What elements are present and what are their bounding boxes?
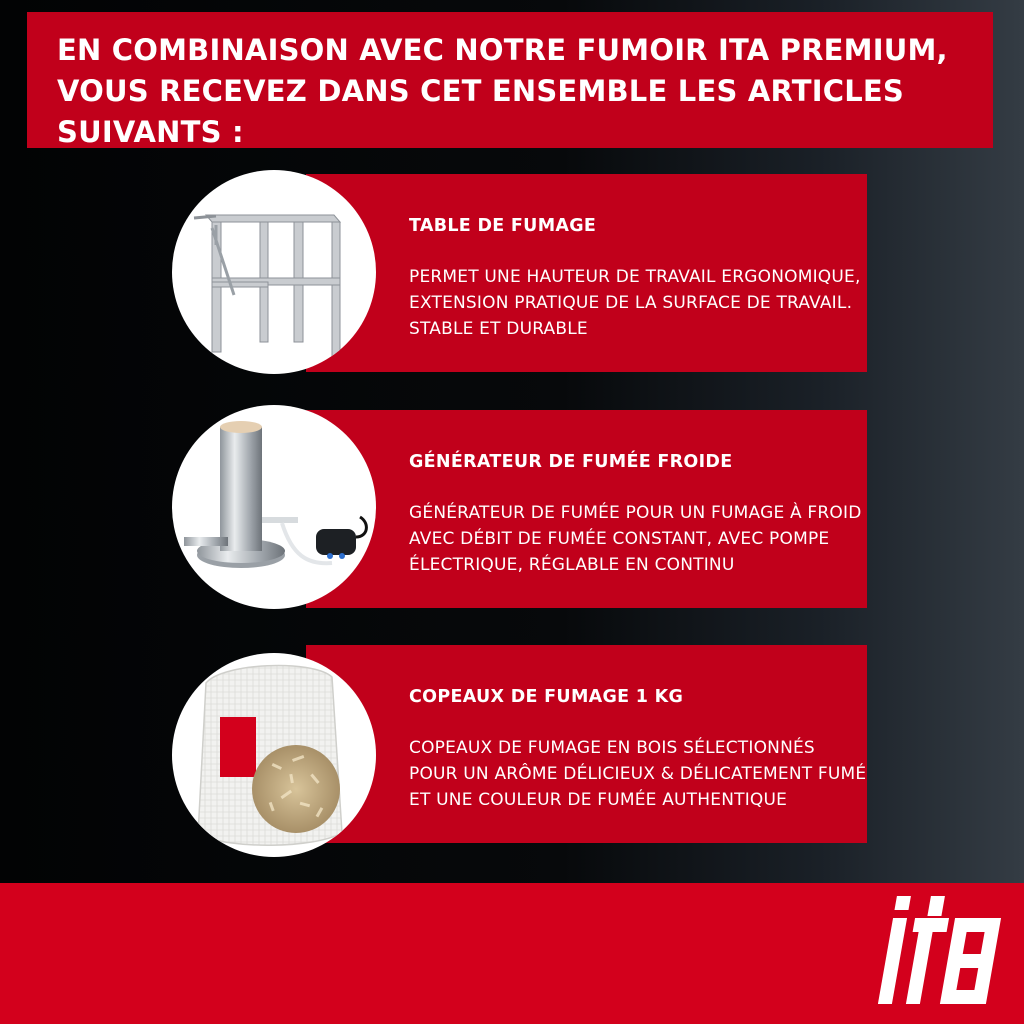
- wood-chips-bag-image: [172, 653, 376, 857]
- item-card-wood-chips: [306, 645, 867, 843]
- item-title: TABLE DE FUMAGE: [409, 216, 597, 236]
- ita-logo: [878, 890, 1008, 1010]
- page-title: EN COMBINAISON AVEC NOTRE FUMOIR ITA PREMIUM, VOUS RECEVEZ DANS CET ENSEMBLE LES ARTICLES SUIVANTS :: [57, 33, 948, 149]
- header-banner: [27, 12, 993, 148]
- item-card-smoking-table: [306, 174, 867, 372]
- item-description: COPEAUX DE FUMAGE EN BOIS SÉLECTIONNÉS POUR UN ARÔME DÉLICIEUX & DÉLICATEMENT FUMÉ ET UNE COULEUR DE FUMÉE AUTHENTIQUE: [409, 738, 867, 810]
- footer-band: [0, 883, 1024, 1024]
- item-description: PERMET UNE HAUTEUR DE TRAVAIL ERGONOMIQUE, EXTENSION PRATIQUE DE LA SURFACE DE TRAVAIL. STABLE ET DURABLE: [409, 267, 861, 339]
- smoking-table-image: [172, 170, 376, 374]
- item-description: GÉNÉRATEUR DE FUMÉE POUR UN FUMAGE À FROID AVEC DÉBIT DE FUMÉE CONSTANT, AVEC POMPE ÉLECTRIQUE, RÉGLABLE EN CONTINU: [409, 503, 862, 575]
- cold-smoke-generator-image: [172, 405, 376, 609]
- item-card-cold-smoke-generator: [306, 410, 867, 608]
- item-title: COPEAUX DE FUMAGE 1 KG: [409, 687, 684, 707]
- item-title: GÉNÉRATEUR DE FUMÉE FROIDE: [409, 452, 733, 472]
